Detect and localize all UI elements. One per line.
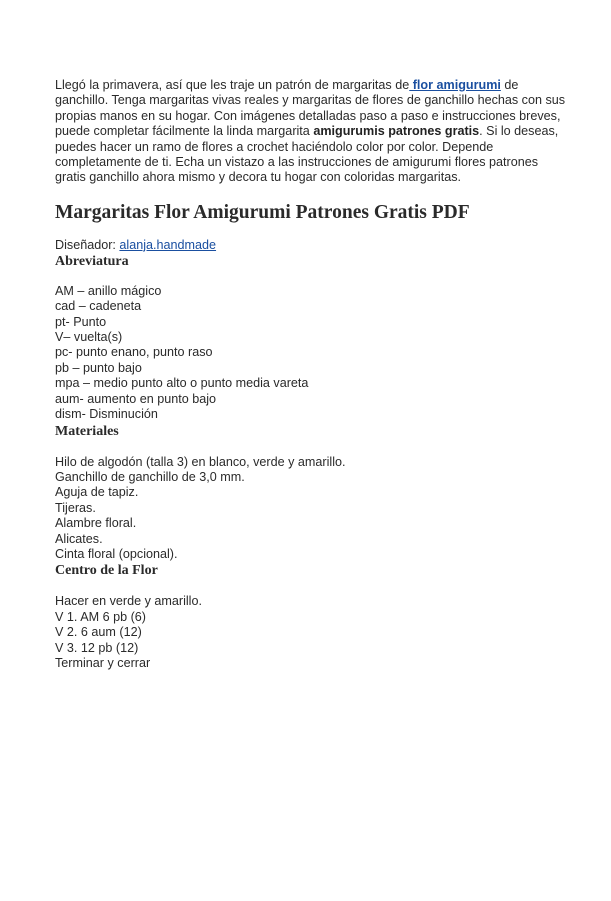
- intro-bold-text: amigurumis patrones gratis: [313, 124, 480, 139]
- list-item: Ganchillo de ganchillo de 3,0 mm.: [55, 469, 245, 484]
- list-item: Tijeras.: [55, 500, 96, 515]
- page-title: Margaritas Flor Amigurumi Patrones Gratis PDF: [55, 201, 470, 223]
- list-item: V 2. 6 aum (12): [55, 625, 142, 640]
- list-item: dism- Disminución: [55, 407, 158, 422]
- list-item: pc- punto enano, punto raso: [55, 345, 213, 360]
- abreviatura-heading: Abreviatura: [55, 253, 129, 269]
- list-item: Aguja de tapiz.: [55, 485, 139, 500]
- list-item: pt- Punto: [55, 314, 107, 329]
- designer-line: [55, 237, 567, 253]
- designer-label: Diseñador:: [55, 237, 120, 252]
- materiales-list: [55, 455, 567, 563]
- list-item: Terminar y cerrar: [55, 655, 151, 670]
- list-item: Alicates.: [55, 531, 103, 546]
- list-item: Hilo de algodón (talla 3) en blanco, verde y amarillo.: [55, 454, 346, 469]
- flor-amigurumi-link[interactable]: flor amigurumi: [409, 78, 501, 92]
- list-item: Hacer en verde y amarillo.: [55, 594, 202, 609]
- list-item: mpa – medio punto alto o punto media vareta: [55, 376, 309, 391]
- list-item: V 3. 12 pb (12): [55, 640, 139, 655]
- list-item: V 1. AM 6 pb (6): [55, 609, 146, 624]
- materiales-heading: Materiales: [55, 423, 119, 439]
- list-item: Alambre floral.: [55, 516, 137, 531]
- centro-heading: Centro de la Flor: [55, 563, 158, 579]
- centro-list: [55, 594, 567, 671]
- list-item: cad – cadeneta: [55, 299, 142, 314]
- designer-link[interactable]: alanja.handmade: [119, 237, 217, 252]
- intro-paragraph: [55, 78, 567, 186]
- intro-text-3: . Si lo deseas, puedes hacer un ramo de flores a crochet haciéndolo color por color. Depende completamente de ti. Echa un vistazo a las instrucciones de amigurumi flores patrones gratis ganchillo ahora mismo y decora tu hogar con coloridas margaritas.: [55, 124, 559, 185]
- document-page: [55, 78, 567, 671]
- intro-text-2: de ganchillo. Tenga margaritas vivas reales y margaritas de flores de ganchillo hechas con sus propias manos en su hogar. Con imágenes detalladas paso a paso e instrucciones breves, puede completar fácilmente la linda margarita: [55, 78, 566, 139]
- list-item: Cinta floral (opcional).: [55, 546, 178, 561]
- list-item: V– vuelta(s): [55, 330, 123, 345]
- list-item: aum- aumento en punto bajo: [55, 391, 217, 406]
- abreviatura-list: [55, 284, 567, 423]
- list-item: pb – punto bajo: [55, 360, 142, 375]
- list-item: AM – anillo mágico: [55, 283, 162, 298]
- intro-text-1: Llegó la primavera, así que les traje un patrón de margaritas de: [55, 78, 410, 92]
